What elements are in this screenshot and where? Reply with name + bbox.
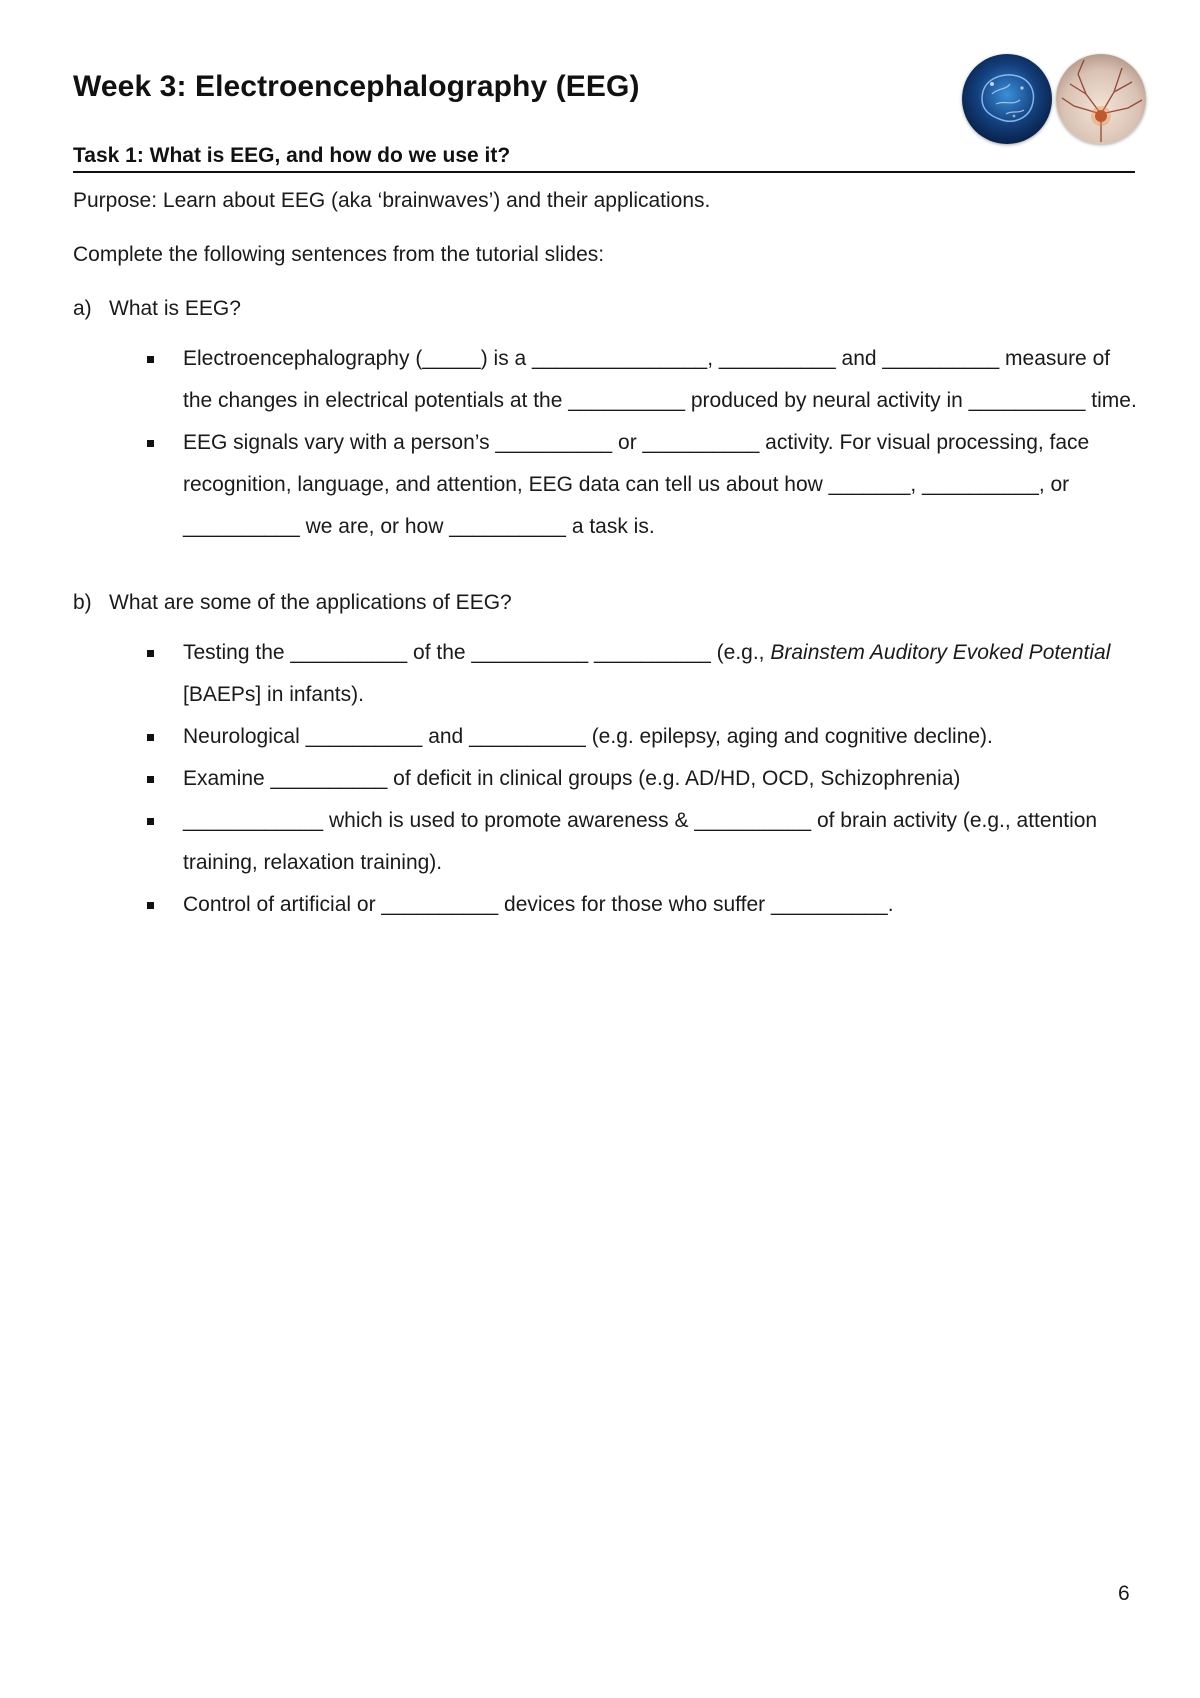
bullet-square-icon bbox=[147, 440, 154, 447]
question-a-bullets bbox=[145, 338, 1145, 548]
bullet-square-icon bbox=[147, 356, 154, 363]
list-item: Electroencephalography (_____) is a _______________, __________ and __________ measure of the changes in electrical potentials at the __________ produced by neural activity in __________ time. bbox=[145, 338, 1145, 422]
task-heading: Task 1: What is EEG, and how do we use it? bbox=[73, 144, 1135, 173]
list-item: EEG signals vary with a person’s __________ or __________ activity. For visual processing, face recognition, language, and attention, EEG data can tell us about how _______, __________, or __________ we are, or how __________ a task is. bbox=[145, 422, 1145, 548]
question-b bbox=[73, 591, 512, 615]
page-title: Week 3: Electroencephalography (EEG) bbox=[73, 70, 640, 103]
question-a-label: a) bbox=[73, 297, 92, 320]
bullet-square-icon bbox=[147, 734, 154, 741]
neuron-circle-image bbox=[1056, 54, 1146, 144]
list-item: Examine __________ of deficit in clinical groups (e.g. AD/HD, OCD, Schizophrenia) bbox=[145, 758, 1145, 800]
bullet-square-icon bbox=[147, 818, 154, 825]
instruction-text: Complete the following sentences from the tutorial slides: bbox=[73, 243, 605, 266]
question-b-label: b) bbox=[73, 591, 92, 614]
list-item: ____________ which is used to promote awareness & __________ of brain activity (e.g., attention training, relaxation training). bbox=[145, 800, 1145, 884]
question-b-text: What are some of the applications of EEG? bbox=[109, 591, 512, 614]
list-item: Control of artificial or __________ devices for those who suffer __________. bbox=[145, 884, 1145, 926]
brain-circle-image bbox=[962, 54, 1052, 144]
page-number: 6 bbox=[1118, 1582, 1130, 1605]
bullet-square-icon bbox=[147, 776, 154, 783]
bullet-square-icon bbox=[147, 650, 154, 657]
list-item: Neurological __________ and __________ (e.g. epilepsy, aging and cognitive decline). bbox=[145, 716, 1145, 758]
question-a bbox=[73, 297, 241, 321]
list-item: Testing the __________ of the __________ __________ (e.g., Brainstem Auditory Evoked Potential [BAEPs] in infants). bbox=[145, 632, 1145, 716]
question-a-text: What is EEG? bbox=[109, 297, 241, 320]
header-images bbox=[962, 54, 1148, 146]
question-b-bullets bbox=[145, 632, 1145, 926]
purpose-text: Purpose: Learn about EEG (aka ‘brainwaves’) and their applications. bbox=[73, 189, 711, 212]
bullet-square-icon bbox=[147, 902, 154, 909]
